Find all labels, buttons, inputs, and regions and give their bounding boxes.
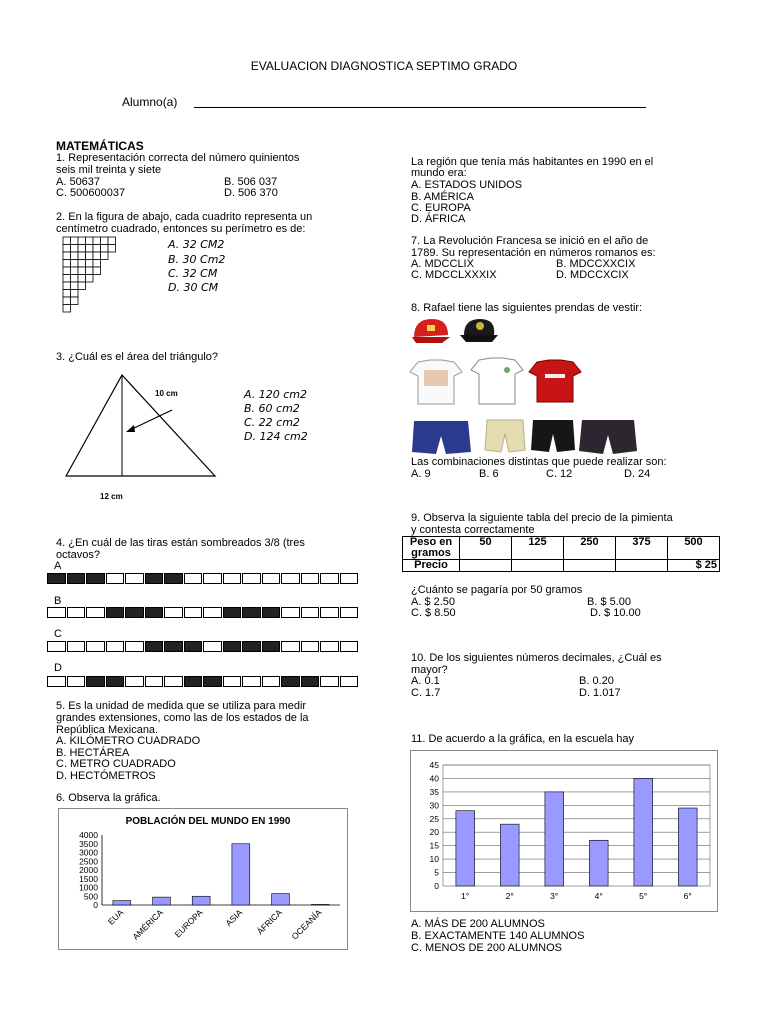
q9-text3: ¿Cuánto se pagaría por 50 gramos bbox=[411, 584, 583, 596]
q1-option-c[interactable]: C. 500600037 bbox=[56, 187, 126, 199]
khaki-shorts-icon bbox=[484, 418, 526, 454]
white-printed-shirt-icon bbox=[408, 358, 464, 406]
q8-option-d[interactable]: D. 24 bbox=[624, 468, 651, 480]
strip-cell bbox=[262, 641, 281, 652]
strip-cell bbox=[86, 676, 105, 687]
student-name-line[interactable] bbox=[194, 107, 646, 108]
table-cell bbox=[564, 560, 616, 572]
table-col: 500 bbox=[668, 537, 720, 560]
q3-option-a[interactable]: A. 120 cm2 bbox=[244, 388, 307, 401]
strip-d[interactable] bbox=[47, 676, 359, 687]
chart1-y-tick: 1500 bbox=[79, 873, 98, 884]
strip-cell bbox=[340, 607, 359, 618]
chart2-x-tick: 3° bbox=[550, 891, 559, 901]
strip-cell bbox=[47, 573, 66, 584]
chart1-bar bbox=[272, 894, 290, 905]
q7-option-b[interactable]: B. MDCCXXCIX bbox=[556, 258, 636, 270]
chart2-x-tick: 5° bbox=[639, 891, 648, 901]
chart2-bar bbox=[678, 808, 697, 886]
chart1-y-tick: 0 bbox=[93, 900, 98, 910]
chart2-bar bbox=[545, 792, 564, 886]
q5-text1: 5. Es la unidad de medida que se utiliza para medir bbox=[56, 700, 307, 712]
strip-cell bbox=[164, 573, 183, 584]
chart1-y-tick: 3000 bbox=[79, 847, 98, 858]
q5-option-b[interactable]: B. HECTÁREA bbox=[56, 747, 130, 759]
q4-label-d: D bbox=[54, 662, 62, 674]
chart2-x-tick: 2° bbox=[505, 891, 514, 901]
strip-cell bbox=[223, 676, 242, 687]
strip-cell bbox=[184, 676, 203, 687]
q2-option-d[interactable]: D. 30 CM bbox=[168, 281, 219, 294]
dark-shorts-icon bbox=[578, 417, 638, 457]
figure-square bbox=[78, 237, 86, 245]
q7-text2: 1789. Su representación en números romanos es: bbox=[411, 247, 656, 259]
strip-cell bbox=[281, 641, 300, 652]
q3-text: 3. ¿Cuál es el área del triángulo? bbox=[56, 351, 219, 363]
pepper-price-table bbox=[402, 536, 720, 572]
q8-option-c[interactable]: C. 12 bbox=[546, 468, 573, 480]
figure-square bbox=[63, 305, 71, 313]
figure-square bbox=[71, 297, 79, 305]
q7-option-d[interactable]: D. MDCCXCIX bbox=[556, 269, 629, 281]
figure-square bbox=[71, 267, 79, 275]
chart2-y-tick: 35 bbox=[429, 786, 439, 797]
chart1-bar bbox=[311, 904, 329, 905]
q10-text1: 10. De los siguientes números decimales, ¿Cuál es bbox=[411, 652, 662, 664]
q3-option-c[interactable]: C. 22 cm2 bbox=[244, 416, 300, 429]
chart1-y-tick: 4000 bbox=[79, 830, 98, 840]
strip-cell bbox=[67, 573, 86, 584]
strip-cell bbox=[281, 676, 300, 687]
figure-square bbox=[108, 237, 116, 245]
q3-option-b[interactable]: B. 60 cm2 bbox=[244, 402, 300, 415]
q10-option-c[interactable]: C. 1.7 bbox=[411, 687, 441, 699]
figure-square bbox=[108, 245, 116, 253]
q6r-text1: La región que tenía más habitantes en 1990 en el bbox=[411, 156, 654, 168]
strip-cell bbox=[203, 641, 222, 652]
figure-square bbox=[93, 267, 101, 275]
triangle-figure bbox=[60, 370, 240, 505]
strip-cell bbox=[67, 676, 86, 687]
strip-cell bbox=[242, 607, 261, 618]
strip-cell bbox=[106, 573, 125, 584]
chart2-bar bbox=[456, 811, 475, 886]
chart1-bar bbox=[113, 901, 131, 905]
population-chart bbox=[58, 808, 348, 950]
figure-square bbox=[78, 275, 86, 283]
q11-text: 11. De acuerdo a la gráfica, en la escuela hay bbox=[411, 733, 634, 745]
chart2-y-tick: 25 bbox=[429, 813, 439, 824]
strip-cell bbox=[145, 607, 164, 618]
strip-cell bbox=[164, 607, 183, 618]
q10-option-d[interactable]: D. 1.017 bbox=[579, 687, 621, 699]
q9-option-b[interactable]: B. $ 5.00 bbox=[587, 596, 632, 608]
chart2-x-tick: 1° bbox=[461, 891, 470, 901]
strip-cell bbox=[301, 607, 320, 618]
q9-option-c[interactable]: C. $ 8.50 bbox=[411, 607, 456, 619]
q4-text2: octavos? bbox=[56, 549, 101, 561]
figure-square bbox=[63, 237, 71, 245]
figure-square bbox=[63, 252, 71, 260]
figure-square bbox=[78, 282, 86, 290]
red-jersey-icon bbox=[527, 358, 583, 404]
triangle-base-label: 12 cm bbox=[100, 492, 123, 501]
figure-square bbox=[93, 260, 101, 268]
chart1-bar bbox=[232, 844, 250, 905]
strip-cell bbox=[320, 641, 339, 652]
chart2-y-tick: 0 bbox=[434, 881, 439, 891]
q1-option-a[interactable]: A. 50637 bbox=[56, 176, 101, 188]
strip-cell bbox=[184, 607, 203, 618]
chart2-y-tick: 15 bbox=[429, 840, 439, 851]
chart2-bar bbox=[589, 840, 608, 886]
figure-square bbox=[93, 237, 101, 245]
strip-cell bbox=[340, 676, 359, 687]
strip-cell bbox=[301, 676, 320, 687]
table-cell bbox=[616, 560, 668, 572]
strip-cell bbox=[184, 573, 203, 584]
figure-square bbox=[78, 245, 86, 253]
strip-cell bbox=[301, 573, 320, 584]
chart1-y-tick: 500 bbox=[83, 891, 98, 902]
students-chart bbox=[410, 750, 718, 912]
chart1-x-tick: ÁFRICA bbox=[254, 907, 284, 937]
strip-cell bbox=[203, 676, 222, 687]
figure-square bbox=[71, 260, 79, 268]
chart2-bar bbox=[500, 824, 519, 886]
q4-text1: 4. ¿En cuál de las tiras están sombreados 3/8 (tres bbox=[56, 537, 305, 549]
black-cap-icon bbox=[458, 315, 500, 345]
q4-label-c: C bbox=[54, 628, 62, 640]
strip-cell bbox=[86, 607, 105, 618]
chart1-y-tick: 1000 bbox=[79, 882, 98, 893]
q11-option-c[interactable]: C. MENOS DE 200 ALUMNOS bbox=[411, 942, 562, 954]
strip-cell bbox=[125, 641, 144, 652]
strip-a[interactable] bbox=[47, 573, 359, 584]
strip-cell bbox=[340, 641, 359, 652]
strip-cell bbox=[281, 573, 300, 584]
section-title: MATEMÁTICAS bbox=[56, 139, 144, 153]
q11-option-b[interactable]: B. EXACTAMENTE 140 ALUMNOS bbox=[411, 930, 585, 942]
table-col: 125 bbox=[512, 537, 564, 560]
q5-text3: República Mexicana. bbox=[56, 724, 159, 736]
chart1-bar bbox=[192, 896, 210, 905]
table-col: 250 bbox=[564, 537, 616, 560]
strip-cell bbox=[106, 641, 125, 652]
strip-cell bbox=[262, 676, 281, 687]
figure-square bbox=[93, 245, 101, 253]
strip-cell bbox=[125, 573, 144, 584]
q8-text2: Las combinaciones distintas que puede realizar son: bbox=[411, 456, 667, 468]
student-label: Alumno(a) bbox=[122, 95, 178, 109]
page-title: EVALUACION DIAGNOSTICA SEPTIMO GRADO bbox=[250, 59, 518, 73]
figure-square bbox=[71, 290, 79, 298]
q1-text1: 1. Representación correcta del número quinientos bbox=[56, 152, 300, 164]
q2-option-b[interactable]: B. 30 Cm2 bbox=[168, 253, 226, 266]
strip-cell bbox=[203, 607, 222, 618]
strip-c[interactable] bbox=[47, 641, 359, 652]
figure-square bbox=[86, 267, 94, 275]
strip-cell bbox=[47, 676, 66, 687]
q5-option-c[interactable]: C. METRO CUADRADO bbox=[56, 758, 176, 770]
figure-square bbox=[101, 237, 109, 245]
figure-square bbox=[63, 297, 71, 305]
q4-label-b: B bbox=[54, 595, 62, 607]
strip-cell bbox=[223, 641, 242, 652]
strip-cell bbox=[86, 573, 105, 584]
red-cap-icon bbox=[410, 315, 452, 345]
chart1-x-tick: ASIA bbox=[223, 907, 245, 929]
figure-square bbox=[93, 252, 101, 260]
q6r-option-a[interactable]: A. ESTADOS UNIDOS bbox=[411, 179, 523, 191]
table-cell bbox=[512, 560, 564, 572]
q6r-option-d[interactable]: D. ÁFRICA bbox=[411, 213, 466, 225]
q8-text: 8. Rafael tiene las siguientes prendas de vestir: bbox=[411, 302, 643, 314]
strip-cell bbox=[223, 607, 242, 618]
chart1-y-tick: 2500 bbox=[79, 856, 98, 867]
table-col: 375 bbox=[616, 537, 668, 560]
q10-option-b[interactable]: B. 0.20 bbox=[579, 675, 614, 687]
q3-option-d[interactable]: D. 124 cm2 bbox=[244, 430, 308, 443]
strip-cell bbox=[184, 641, 203, 652]
q6r-option-b[interactable]: B. AMÉRICA bbox=[411, 191, 474, 203]
figure-square bbox=[71, 282, 79, 290]
q2-text2: centímetro cuadrado, entonces su perímetro es de: bbox=[56, 223, 306, 235]
strip-cell bbox=[145, 676, 164, 687]
strip-cell bbox=[242, 641, 261, 652]
strip-cell bbox=[164, 641, 183, 652]
figure-square bbox=[63, 260, 71, 268]
figure-square bbox=[71, 252, 79, 260]
figure-square bbox=[86, 260, 94, 268]
q5-text2: grandes extensiones, como las de los estados de la bbox=[56, 712, 309, 724]
strip-cell bbox=[242, 573, 261, 584]
chart1-y-tick: 2000 bbox=[79, 865, 98, 875]
strip-b[interactable] bbox=[47, 607, 359, 618]
figure-square bbox=[78, 267, 86, 275]
strip-cell bbox=[47, 607, 66, 618]
figure-square bbox=[71, 237, 79, 245]
figure-square bbox=[86, 237, 94, 245]
strip-cell bbox=[301, 641, 320, 652]
q4-label-a: A bbox=[54, 560, 62, 572]
strip-cell bbox=[223, 573, 242, 584]
figure-square bbox=[63, 282, 71, 290]
chart2-x-tick: 4° bbox=[594, 891, 603, 901]
q1-option-b[interactable]: B. 506 037 bbox=[224, 176, 278, 188]
strip-cell bbox=[320, 676, 339, 687]
chart1-x-tick: AMÉRICA bbox=[130, 907, 165, 942]
q9-option-d[interactable]: D. $ 10.00 bbox=[590, 607, 641, 619]
q5-option-a[interactable]: A. KILÓMETRO CUADRADO bbox=[56, 735, 201, 747]
strip-cell bbox=[67, 607, 86, 618]
figure-square bbox=[86, 275, 94, 283]
blue-shorts-icon bbox=[410, 418, 472, 456]
chart1-x-tick: EUA bbox=[105, 907, 126, 927]
strip-cell bbox=[47, 641, 66, 652]
chart1-x-tick: EUROPA bbox=[172, 907, 205, 940]
figure-square bbox=[101, 252, 109, 260]
strip-cell bbox=[242, 676, 261, 687]
q5-option-d[interactable]: D. HECTÓMETROS bbox=[56, 770, 156, 782]
strip-cell bbox=[262, 573, 281, 584]
strip-cell bbox=[86, 641, 105, 652]
figure-square bbox=[86, 252, 94, 260]
q7-text1: 7. La Revolución Francesa se inició en el año de bbox=[411, 235, 649, 247]
strip-cell bbox=[164, 676, 183, 687]
strip-cell bbox=[320, 607, 339, 618]
q10-text2: mayor? bbox=[411, 664, 448, 676]
q9-text1: 9. Observa la siguiente tabla del precio de la pimienta bbox=[411, 512, 673, 524]
black-shorts-icon bbox=[530, 418, 576, 454]
q1-option-d[interactable]: D. 506 370 bbox=[224, 187, 278, 199]
figure-square bbox=[63, 267, 71, 275]
q6r-option-c[interactable]: C. EUROPA bbox=[411, 202, 471, 214]
q10-option-a[interactable]: A. 0.1 bbox=[411, 675, 440, 687]
figure-square bbox=[63, 245, 71, 253]
strip-cell bbox=[125, 676, 144, 687]
chart2-y-tick: 40 bbox=[429, 773, 439, 784]
chart2-x-tick: 6° bbox=[683, 891, 692, 901]
figure-square bbox=[78, 252, 86, 260]
table-col: 50 bbox=[460, 537, 512, 560]
q2-option-a[interactable]: A. 32 CM2 bbox=[168, 238, 225, 251]
q2-text1: 2. En la figura de abajo, cada cuadrito representa un bbox=[56, 211, 313, 223]
strip-cell bbox=[320, 573, 339, 584]
q6r-text2: mundo era: bbox=[411, 167, 467, 179]
strip-cell bbox=[145, 641, 164, 652]
chart2-y-tick: 45 bbox=[429, 760, 439, 770]
figure-square bbox=[78, 260, 86, 268]
triangle-side-label: 10 cm bbox=[155, 389, 178, 398]
strip-cell bbox=[340, 573, 359, 584]
chart2-y-tick: 30 bbox=[429, 800, 439, 811]
q11-option-a[interactable]: A. MÁS DE 200 ALUMNOS bbox=[411, 918, 545, 930]
strip-cell bbox=[203, 573, 222, 584]
q8-option-b[interactable]: B. 6 bbox=[479, 468, 499, 480]
white-shirt-icon bbox=[469, 356, 525, 406]
q9-text2: y contesta correctamente bbox=[411, 524, 535, 536]
strip-cell bbox=[145, 573, 164, 584]
q9-option-a[interactable]: A. $ 2.50 bbox=[411, 596, 456, 608]
strip-cell bbox=[106, 676, 125, 687]
staircase-figure bbox=[62, 236, 134, 320]
chart2-bar bbox=[634, 778, 653, 886]
strip-cell bbox=[106, 607, 125, 618]
figure-square bbox=[86, 245, 94, 253]
table-cell bbox=[460, 560, 512, 572]
figure-square bbox=[71, 275, 79, 283]
strip-cell bbox=[262, 607, 281, 618]
figure-square bbox=[63, 290, 71, 298]
figure-square bbox=[101, 245, 109, 253]
table-header-peso: Peso en gramos bbox=[403, 537, 460, 560]
chart1-y-tick: 3500 bbox=[79, 838, 98, 849]
chart1-bar bbox=[153, 897, 171, 905]
strip-cell bbox=[67, 641, 86, 652]
table-cell-price: $ 25 bbox=[668, 560, 720, 572]
strip-cell bbox=[125, 607, 144, 618]
figure-square bbox=[71, 245, 79, 253]
chart2-y-tick: 20 bbox=[429, 827, 439, 838]
chart2-y-tick: 10 bbox=[429, 854, 439, 865]
q2-option-c[interactable]: C. 32 CM bbox=[168, 267, 218, 280]
chart1-title: POBLACIÓN DEL MUNDO EN 1990 bbox=[125, 816, 291, 827]
table-header-precio: Precio bbox=[403, 560, 460, 572]
q7-option-c[interactable]: C. MDCCLXXXIX bbox=[411, 269, 497, 281]
figure-square bbox=[63, 275, 71, 283]
strip-cell bbox=[281, 607, 300, 618]
q1-text2: seis mil treinta y siete bbox=[56, 164, 162, 176]
q6-text: 6. Observa la gráfica. bbox=[56, 792, 161, 804]
chart1-x-tick: OCEANÍA bbox=[289, 907, 324, 942]
q7-option-a[interactable]: A. MDCCLIX bbox=[411, 258, 474, 270]
q8-option-a[interactable]: A. 9 bbox=[411, 468, 431, 480]
chart2-y-tick: 5 bbox=[434, 867, 439, 878]
